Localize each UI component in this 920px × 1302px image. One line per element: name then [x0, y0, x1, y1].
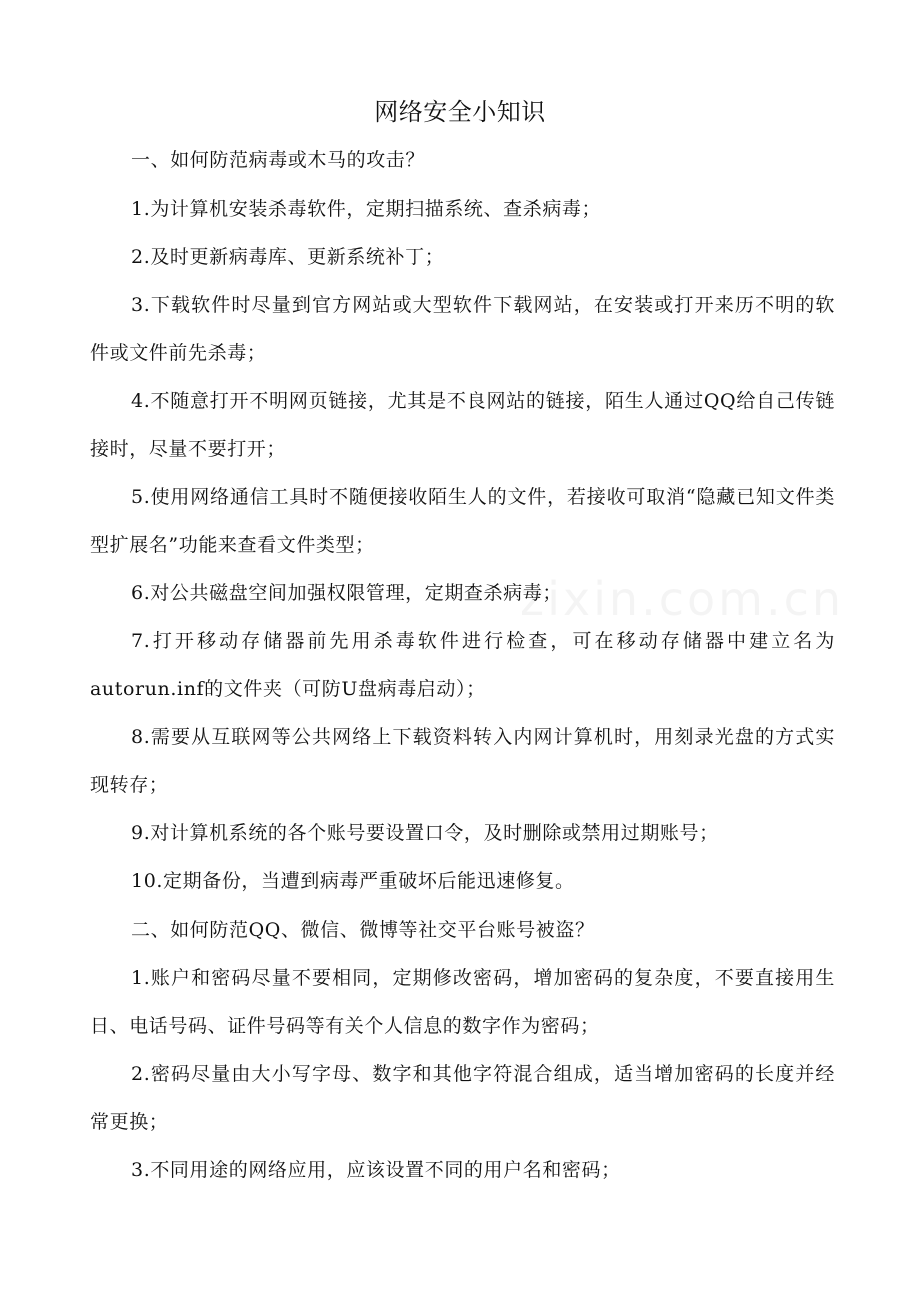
section-heading-2: 二、如何防范QQ、微信、微博等社交平台账号被盗？: [131, 919, 595, 941]
paragraph-1-8: 8.需要从互联网等公共网络上下载资料转入内网计算机时，用刻录光盘的方式实现转存；: [90, 726, 835, 796]
paragraph-1-4: 4.不随意打开不明网页链接，尤其是不良网站的链接，陌生人通过QQ给自己传链接时，尽量不要打开；: [90, 390, 835, 460]
paragraph-1-10: 10.定期备份，当遭到病毒严重破坏后能迅速修复。: [131, 870, 575, 892]
paragraph-2-3: 3.不同用途的网络应用，应该设置不同的用户名和密码；: [131, 1159, 621, 1181]
document-title: 网络安全小知识: [374, 98, 546, 126]
paragraph-1-2: 2.及时更新病毒库、更新系统补丁；: [131, 246, 445, 268]
paragraph-2-1: 1.账户和密码尽量不要相同，定期修改密码，增加密码的复杂度，不要直接用生日、电话号码、证件号码等有关个人信息的数字作为密码；: [90, 967, 835, 1037]
paragraph-1-3: 3.下载软件时尽量到官方网站或大型软件下载网站，在安装或打开来历不明的软件或文件前先杀毒；: [90, 294, 835, 364]
section-heading-1: 一、如何防范病毒或木马的攻击？: [131, 149, 426, 171]
paragraph-1-6: 6.对公共磁盘空间加强权限管理，定期查杀病毒；: [131, 582, 562, 604]
paragraph-1-1: 1.为计算机安装杀毒软件，定期扫描系统、查杀病毒；: [131, 198, 602, 220]
paragraph-1-7: 7.打开移动存储器前先用杀毒软件进行检查，可在移动存储器中建立名为autorun.inf的文件夹（可防U盘病毒启动）；: [90, 630, 835, 700]
paragraph-1-9: 9.对计算机系统的各个账号要设置口令，及时删除或禁用过期账号；: [131, 822, 719, 844]
paragraph-1-5: 5.使用网络通信工具时不随便接收陌生人的文件，若接收可取消“隐藏已知文件类型扩展名”功能来查看文件类型；: [90, 486, 835, 556]
paragraph-2-2: 2.密码尽量由大小写字母、数字和其他字符混合组成，适当增加密码的长度并经常更换；: [90, 1063, 835, 1133]
